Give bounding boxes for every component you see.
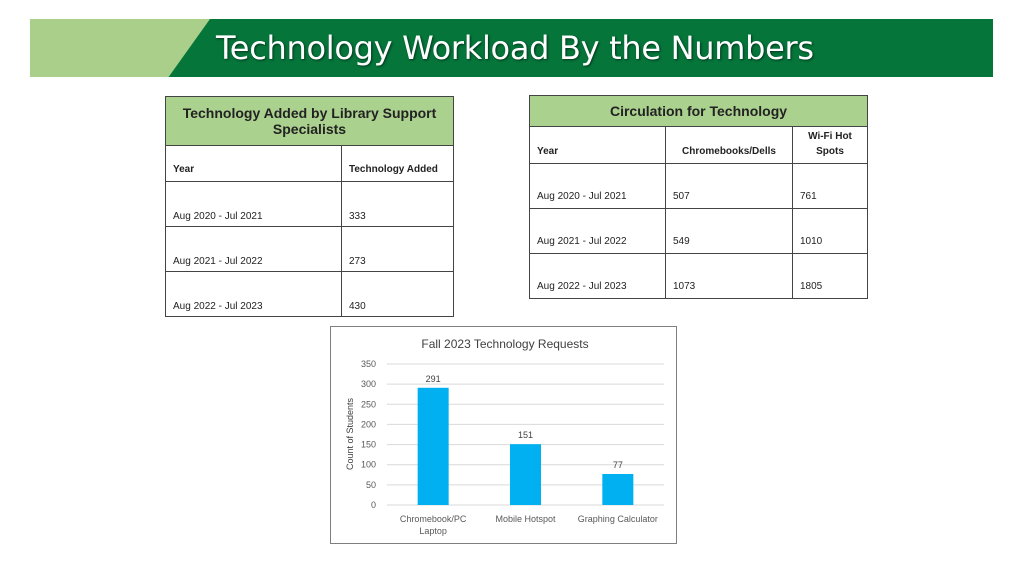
- page-title: Technology Workload By the Numbers: [216, 29, 814, 67]
- y-tick-label: 350: [360, 359, 376, 369]
- wifi-hot-spots-cell: 1010: [793, 209, 868, 254]
- y-axis-ticks: [361, 359, 376, 510]
- chart-bars: [418, 388, 634, 505]
- column-header-year: Year: [530, 127, 666, 164]
- table-row: [530, 254, 868, 299]
- chromebooks-dells-cell: 507: [666, 164, 793, 209]
- chromebooks-dells-cell: 549: [666, 209, 793, 254]
- table-row: [166, 272, 454, 317]
- year-cell: Aug 2022 - Jul 2023: [530, 254, 666, 299]
- circulation-table: [529, 95, 868, 299]
- y-tick-label: 100: [360, 459, 376, 470]
- title-banner: [30, 19, 993, 77]
- y-tick-label: 300: [360, 379, 376, 390]
- x-axis-ticks: [400, 514, 658, 536]
- technology-added-cell: 333: [342, 182, 454, 227]
- wifi-hot-spots-cell: 1805: [793, 254, 868, 299]
- year-cell: Aug 2020 - Jul 2021: [530, 164, 666, 209]
- column-header-technology-added: Technology Added: [342, 146, 454, 182]
- table-row: [166, 182, 454, 227]
- table-row: [530, 164, 868, 209]
- column-header-year: Year: [166, 146, 342, 182]
- bar: [418, 388, 449, 505]
- data-label: 77: [612, 459, 623, 470]
- chart-title: Fall 2023 Technology Requests: [421, 337, 589, 351]
- wifi-hot-spots-cell: 761: [793, 164, 868, 209]
- bar: [602, 474, 633, 505]
- year-cell: Aug 2022 - Jul 2023: [166, 272, 342, 317]
- column-header-wifi-hot-spots: Wi-Fi Hot Spots: [793, 127, 868, 164]
- x-tick-label: Laptop: [419, 526, 447, 536]
- chart-canvas: [331, 327, 678, 545]
- table-row: [166, 227, 454, 272]
- technology-added-cell: 273: [342, 227, 454, 272]
- year-cell: Aug 2021 - Jul 2022: [530, 209, 666, 254]
- data-label: 151: [517, 430, 534, 441]
- y-tick-label: 200: [360, 419, 376, 430]
- column-header-chromebooks-dells: Chromebooks/Dells: [666, 127, 793, 164]
- technology-requests-chart: [330, 326, 677, 544]
- chromebooks-dells-cell: 1073: [666, 254, 793, 299]
- year-cell: Aug 2020 - Jul 2021: [166, 182, 342, 227]
- x-tick-label: Chromebook/PC: [399, 514, 467, 524]
- banner-accent-shape: [30, 19, 210, 77]
- table-row: [530, 209, 868, 254]
- y-tick-label: 50: [365, 479, 376, 490]
- bar: [510, 444, 541, 505]
- technology-added-cell: 430: [342, 272, 454, 317]
- x-tick-label: Mobile Hotspot: [495, 514, 556, 524]
- y-axis-label: Count of Students: [345, 397, 355, 471]
- technology-added-table: [165, 96, 454, 317]
- y-tick-label: 250: [360, 399, 376, 410]
- year-cell: Aug 2021 - Jul 2022: [166, 227, 342, 272]
- technology-added-table-title: Technology Added by Library Support Specialists: [166, 97, 454, 146]
- y-tick-label: 0: [370, 500, 376, 510]
- circulation-table-title: Circulation for Technology: [530, 96, 868, 127]
- y-tick-label: 150: [360, 439, 376, 450]
- x-tick-label: Graphing Calculator: [577, 514, 658, 524]
- data-label: 291: [425, 373, 441, 384]
